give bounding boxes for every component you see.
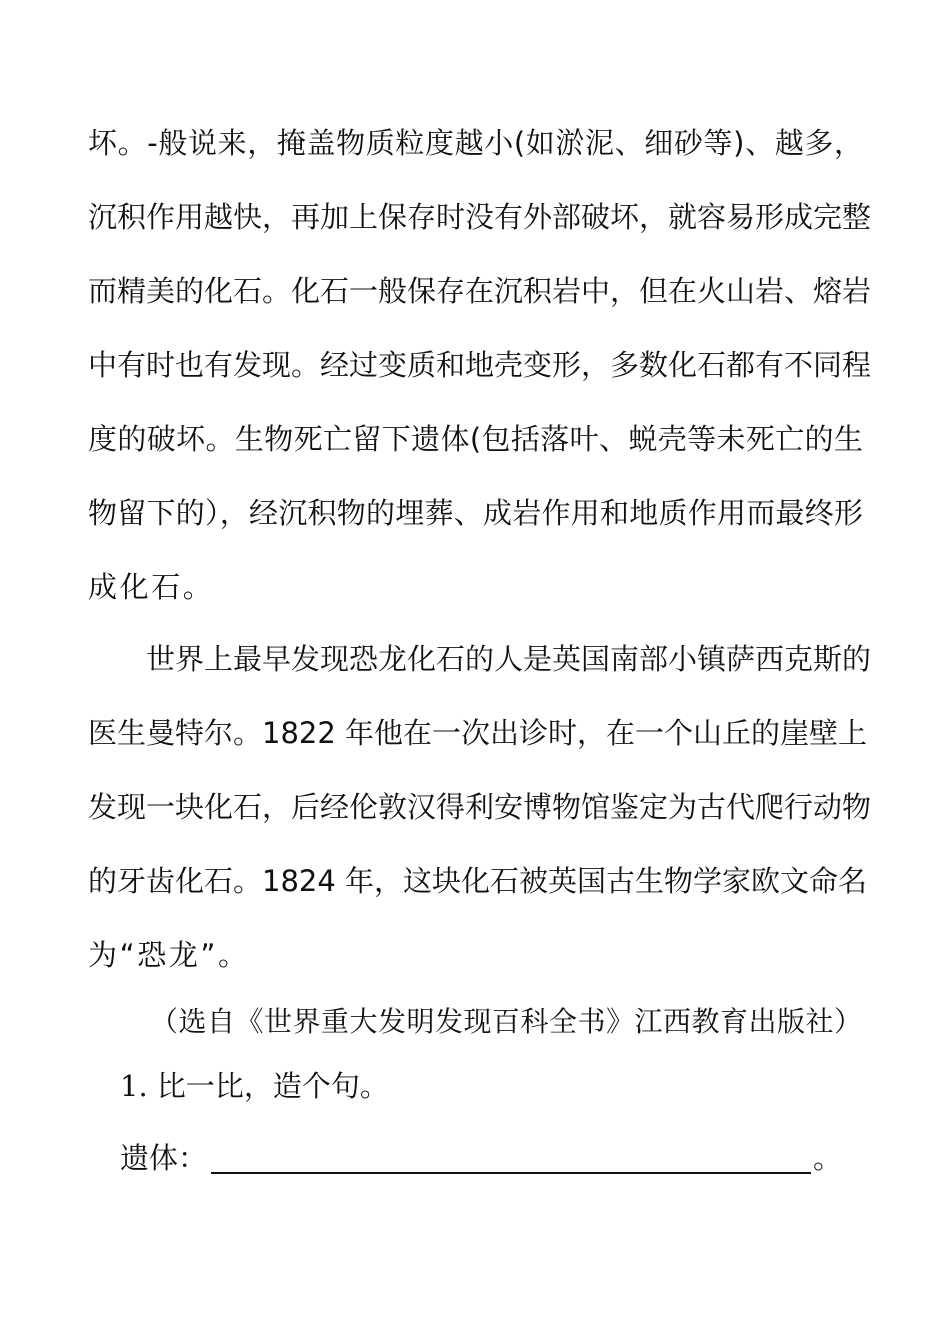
answer-label: 遗体： xyxy=(120,1140,208,1175)
text-line: 为“恐龙”。 xyxy=(88,938,250,972)
text-line: 医生曼特尔。1822 年他在一次出诊时，在一个山丘的崖壁上 xyxy=(88,716,868,750)
text-line: 度的破坏。生物死亡留下遗体(包括落叶、蜕壳等未死亡的生 xyxy=(88,422,863,456)
source-citation: （选自《世界重大发明发现百科全书》江西教育出版社） xyxy=(150,1005,862,1038)
text-line: 坏。-般说来，掩盖物质粒度越小(如淤泥、细砂等)、越多， xyxy=(88,126,863,160)
text-line: 的牙齿化石。1824 年，这块化石被英国古生物学家欧文命名 xyxy=(88,864,868,898)
text-line: 成化石。 xyxy=(88,570,215,604)
text-line: 中有时也有发现。经过变质和地壳变形，多数化石都有不同程 xyxy=(88,348,872,382)
answer-blank-line[interactable] xyxy=(211,1138,811,1174)
text-line: 而精美的化石。化石一般保存在沉积岩中，但在火山岩、熔岩 xyxy=(88,274,872,308)
answer-end-mark: 。 xyxy=(813,1140,843,1175)
paragraph-dinosaur-discovery xyxy=(88,622,872,992)
text-line: 物留下的），经沉积物的埋葬、成岩作用和地质作用而最终形 xyxy=(88,496,863,530)
text-line: 发现一块化石，后经伦敦汉得利安博物馆鉴定为古代爬行动物 xyxy=(88,790,872,824)
answer-row xyxy=(120,1126,842,1186)
paragraph-fossil-formation xyxy=(88,106,872,624)
text-line: 世界上最早发现恐龙化石的人是英国南部小镇萨西克斯的 xyxy=(146,642,872,676)
exercise-question: 1. 比一比，造个句。 xyxy=(120,1069,389,1103)
text-line: 沉积作用越快，再加上保存时没有外部破坏，就容易形成完整 xyxy=(88,200,872,234)
